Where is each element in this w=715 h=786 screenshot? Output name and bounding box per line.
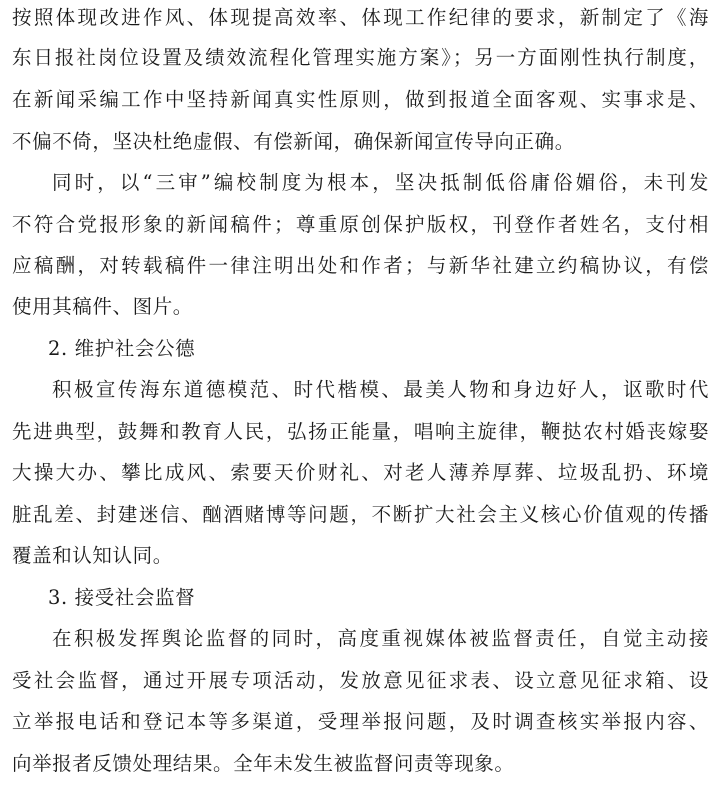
section-heading-2: 2. 维护社会公德 <box>48 337 196 360</box>
paragraph-4-line-4: 向举报者反馈处理结果。全年未发生被监督问责等现象。 <box>12 752 515 775</box>
paragraph-3-line-5: 覆盖和认知认同。 <box>12 544 173 567</box>
paragraph-2-line-2: 不符合党报形象的新闻稿件；尊重原创保护版权，刊登作者姓名，支付相 <box>12 213 709 236</box>
section-heading-3: 3. 接受社会监督 <box>48 586 196 609</box>
paragraph-1-line-4: 不偏不倚，坚决杜绝虚假、有偿新闻，确保新闻宣传导向正确。 <box>12 130 575 153</box>
paragraph-4-line-1: 在积极发挥舆论监督的同时，高度重视媒体被监督责任，自觉主动接 <box>52 627 709 650</box>
paragraph-2-line-1: 同时，以“三审”编校制度为根本，坚决抵制低俗庸俗媚俗，未刊发 <box>52 171 709 194</box>
paragraph-2-line-4: 使用其稿件、图片。 <box>12 295 193 318</box>
paragraph-3-line-3: 大操大办、攀比成风、索要天价财礼、对老人薄养厚葬、垃圾乱扔、环境 <box>12 461 709 484</box>
paragraph-2-line-3: 应稿酬，对转载稿件一律注明出处和作者；与新华社建立约稿协议，有偿 <box>12 254 709 277</box>
paragraph-3-line-4: 脏乱差、封建迷信、酗酒赌博等问题，不断扩大社会主义核心价值观的传播 <box>12 503 709 526</box>
paragraph-4-line-2: 受社会监督，通过开展专项活动，发放意见征求表、设立意见征求箱、设 <box>12 669 709 692</box>
paragraph-1-line-3: 在新闻采编工作中坚持新闻真实性原则，做到报道全面客观、实事求是、 <box>12 88 709 111</box>
paragraph-1-line-2: 东日报社岗位设置及绩效流程化管理实施方案》；另一方面刚性执行制度， <box>12 46 709 69</box>
paragraph-3-line-1: 积极宣传海东道德模范、时代楷模、最美人物和身边好人，讴歌时代 <box>52 378 709 401</box>
paragraph-3-line-2: 先进典型，鼓舞和教育人民，弘扬正能量，唱响主旋律，鞭挞农村婚丧嫁娶 <box>12 420 709 443</box>
paragraph-1-line-1: 按照体现改进作风、体现提高效率、体现工作纪律的要求，新制定了《海 <box>12 6 709 29</box>
paragraph-4-line-3: 立举报电话和登记本等多渠道，受理举报问题，及时调查核实举报内容、 <box>12 710 709 733</box>
